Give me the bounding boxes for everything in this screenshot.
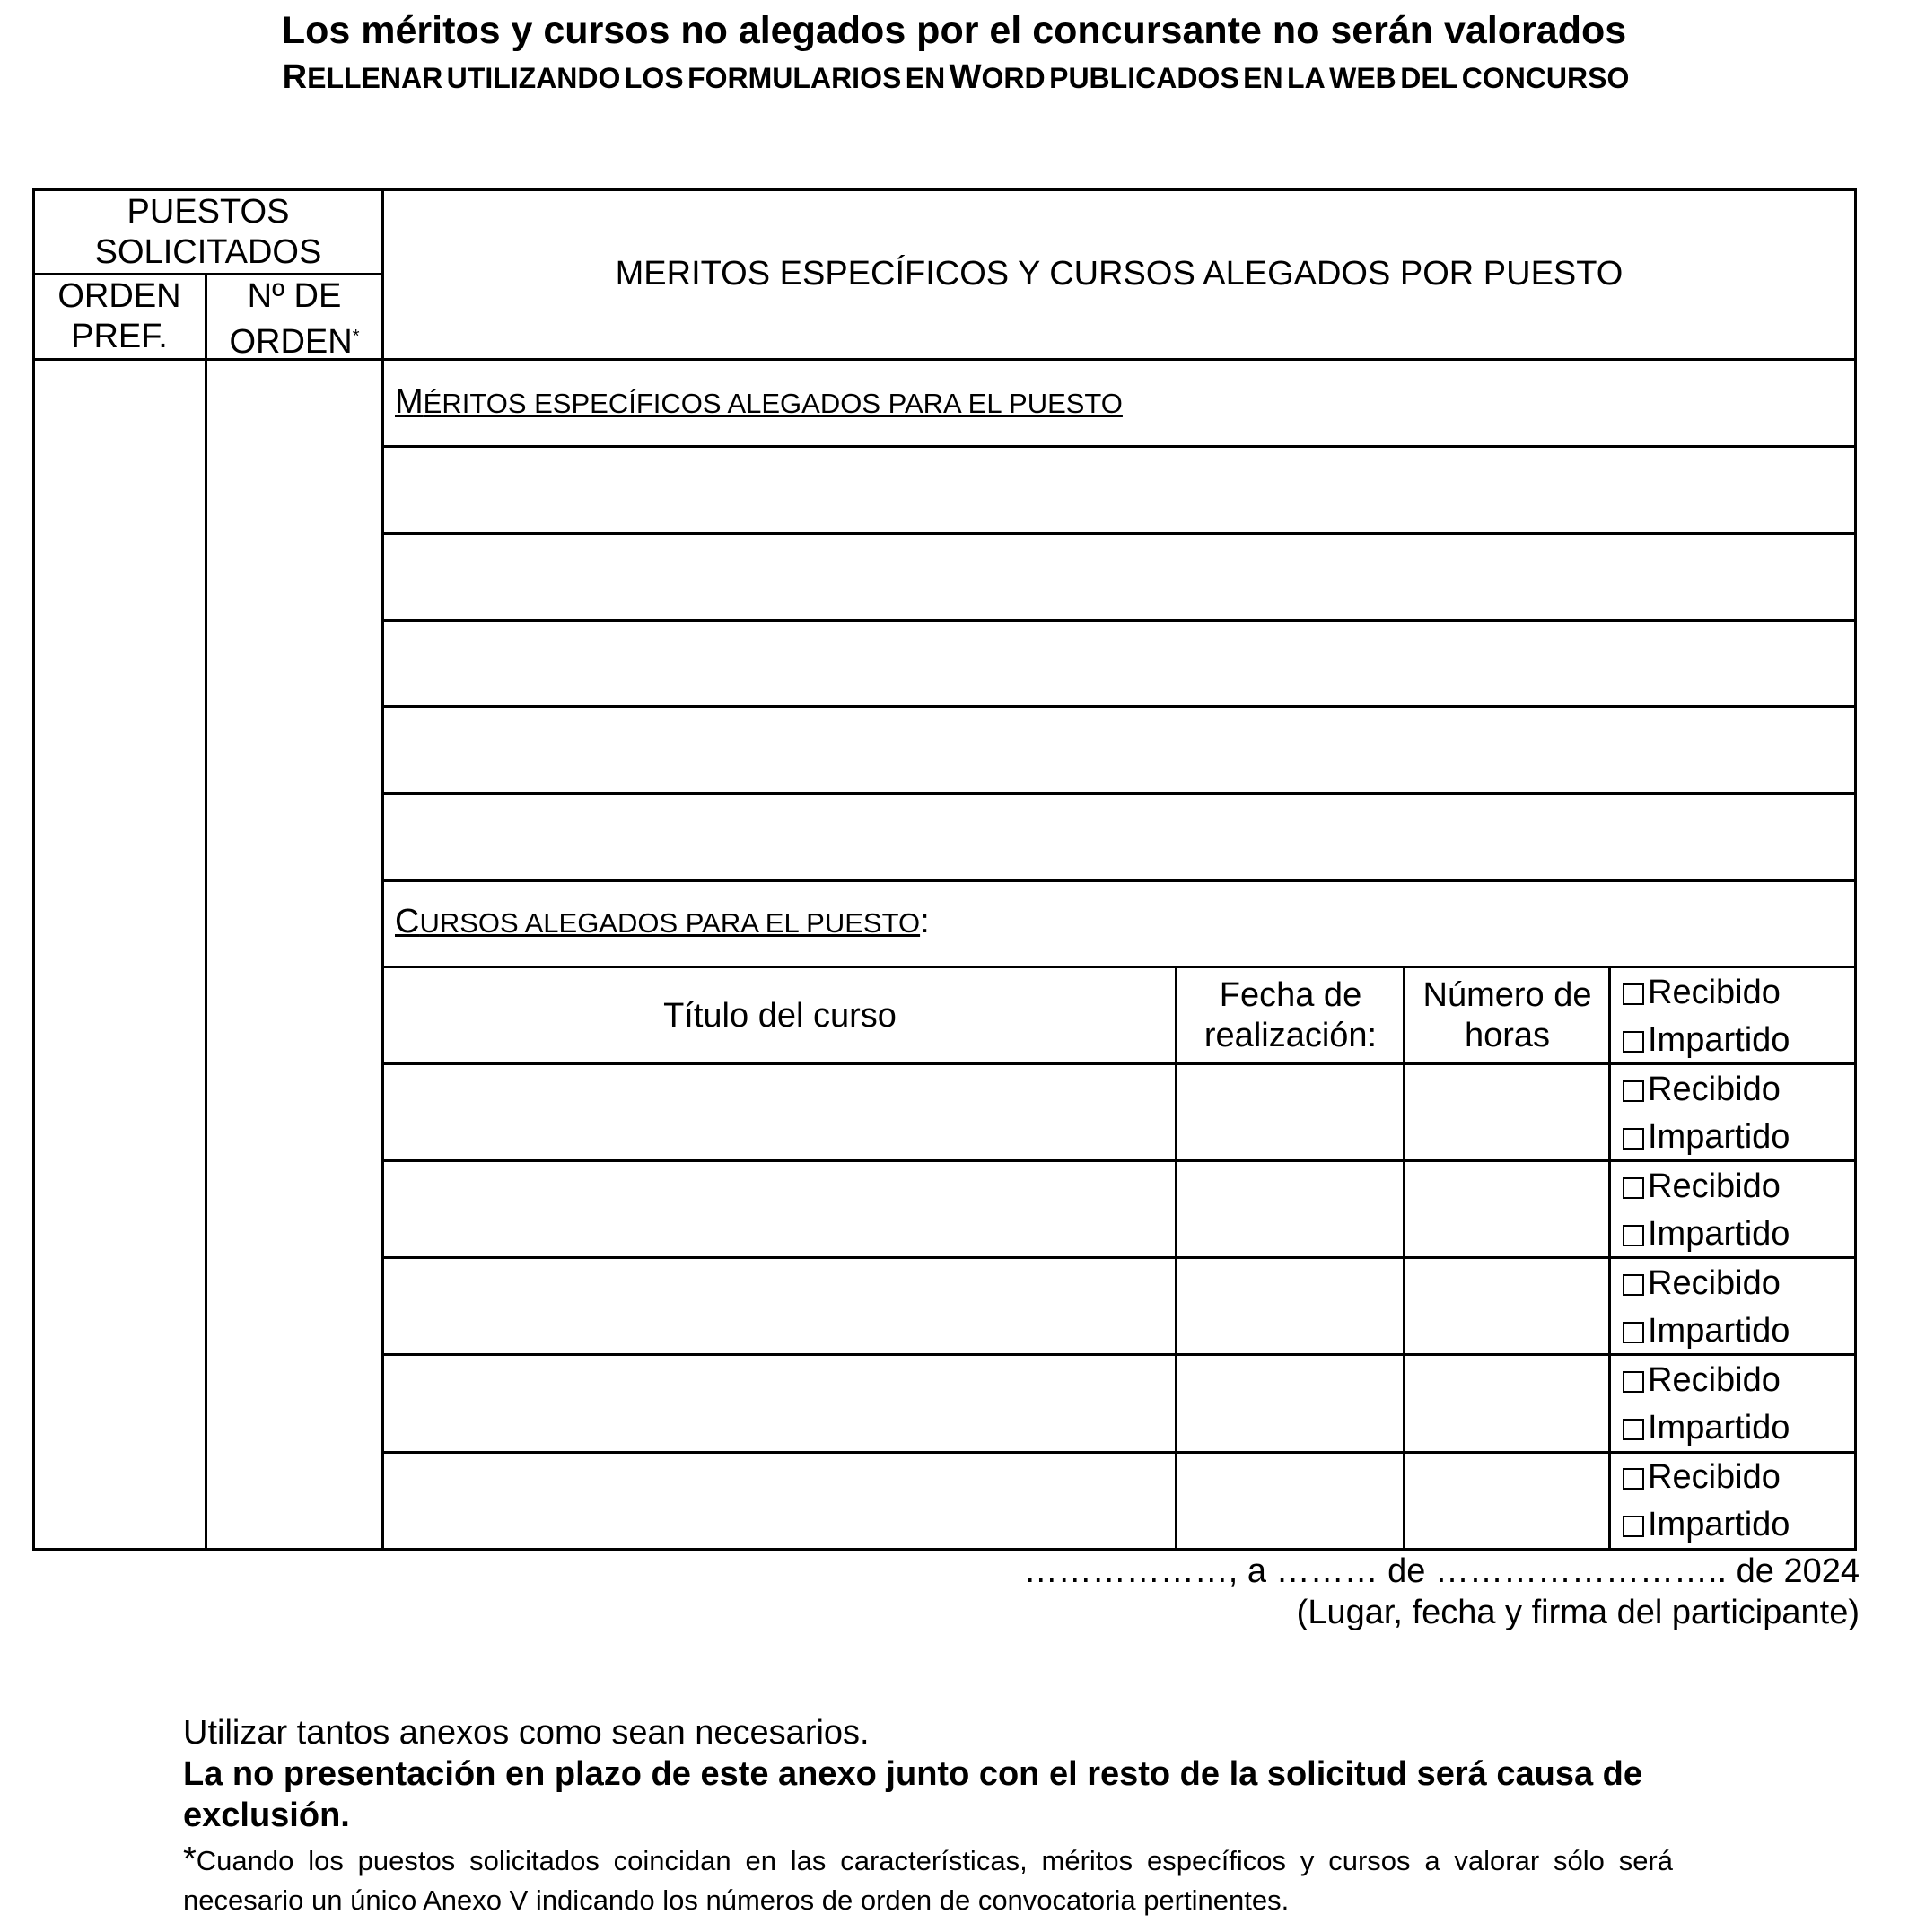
subtitle-word: FORMULARIOS	[687, 62, 902, 94]
checkbox-icon[interactable]	[1623, 1177, 1644, 1199]
checkbox-icon[interactable]	[1623, 1322, 1644, 1343]
checkbox-icon[interactable]	[1623, 1516, 1644, 1537]
checkbox-icon[interactable]	[1623, 1225, 1644, 1246]
course-title-field[interactable]	[386, 1260, 1172, 1351]
subtitle-word: CONCURSO	[1461, 62, 1630, 94]
subtitle-word: LOS	[624, 62, 684, 94]
course-title-field[interactable]	[386, 1163, 1172, 1254]
checkbox-icon[interactable]	[1623, 1080, 1644, 1102]
note-exclusion: La no presentación en plazo de este anexo junto con el resto de la solicitud será causa de exclusión.	[183, 1755, 1643, 1834]
subtitle-word: PUBLICADOS	[1049, 62, 1239, 94]
subtitle-word: LA	[1287, 62, 1326, 94]
impartido-option[interactable]: Impartido	[1623, 1114, 1790, 1161]
merit-row-1[interactable]	[386, 449, 1852, 531]
course-title-field[interactable]	[386, 1455, 1172, 1546]
meritos-header: MERITOS ESPECÍFICOS Y CURSOS ALEGADOS POR PUESTO	[615, 255, 1624, 293]
merit-row-4[interactable]	[386, 709, 1852, 791]
subtitle-word: DEL	[1400, 62, 1458, 94]
checkbox-icon[interactable]	[1623, 983, 1644, 1005]
impartido-option[interactable]: Impartido	[1623, 1017, 1790, 1064]
subtitle-word: EN	[1243, 62, 1283, 94]
merit-row-2[interactable]	[386, 536, 1852, 618]
orden-pref-header: ORDEN PREF.	[57, 277, 181, 355]
signature-line: ………………, a ……… de …………………….. de 2024	[1023, 1552, 1860, 1590]
checkbox-icon[interactable]	[1623, 1128, 1644, 1150]
impartido-option[interactable]: Impartido	[1623, 1307, 1790, 1355]
checkbox-icon[interactable]	[1623, 1371, 1644, 1393]
subtitle-word: UTILIZANDO	[446, 62, 621, 94]
cursos-section-label: CURSOS ALEGADOS PARA EL PUESTO:	[395, 903, 930, 940]
document-subtitle	[215, 54, 1696, 108]
num-orden-header: Nº DE ORDEN*	[229, 277, 360, 361]
note-footnote: *Cuando los puestos solicitados coincidan en las características, méritos específicos y cursos a valorar sólo será necesario un único Anexo V indicando los números de orden de convocatoria pertinentes.	[183, 1840, 1673, 1916]
recibido-option[interactable]: Recibido	[1623, 1163, 1781, 1211]
titulo-curso-header: Título del curso	[663, 997, 897, 1035]
recibido-option[interactable]: Recibido	[1623, 1454, 1781, 1501]
impartido-option[interactable]: Impartido	[1623, 1211, 1790, 1258]
recibido-option[interactable]: Recibido	[1623, 1357, 1781, 1404]
course-title-field[interactable]	[386, 1066, 1172, 1158]
subtitle-word: RELLENAR	[282, 58, 443, 96]
note-annexes: Utilizar tantos anexos como sean necesarios.	[183, 1714, 870, 1752]
subtitle-word: EN	[905, 62, 946, 94]
recibido-option[interactable]: Recibido	[1623, 969, 1781, 1017]
impartido-option[interactable]: Impartido	[1623, 1404, 1790, 1452]
recibido-option[interactable]: Recibido	[1623, 1066, 1781, 1114]
subtitle-word: WEB	[1329, 62, 1396, 94]
puestos-header: PUESTOS SOLICITADOS	[94, 193, 322, 271]
subtitle-word: WORD	[949, 58, 1046, 96]
signature-caption: (Lugar, fecha y firma del participante)	[1296, 1594, 1860, 1631]
horas-header: Número de horas	[1422, 976, 1592, 1054]
checkbox-icon[interactable]	[1623, 1468, 1644, 1490]
course-title-field[interactable]	[386, 1357, 1172, 1448]
meritos-section-label: MÉRITOS ESPECÍFICOS ALEGADOS PARA EL PUESTO	[395, 383, 1123, 421]
merit-row-3[interactable]	[386, 623, 1852, 704]
fecha-header: Fecha de realización:	[1203, 976, 1378, 1054]
checkbox-icon[interactable]	[1623, 1419, 1644, 1440]
checkbox-icon[interactable]	[1623, 1274, 1644, 1296]
recibido-option[interactable]: Recibido	[1623, 1260, 1781, 1307]
document-title: Los méritos y cursos no alegados por el concursante no serán valorados	[281, 9, 1627, 52]
checkbox-icon[interactable]	[1623, 1031, 1644, 1053]
merit-row-5[interactable]	[386, 796, 1852, 879]
impartido-option[interactable]: Impartido	[1623, 1501, 1790, 1549]
